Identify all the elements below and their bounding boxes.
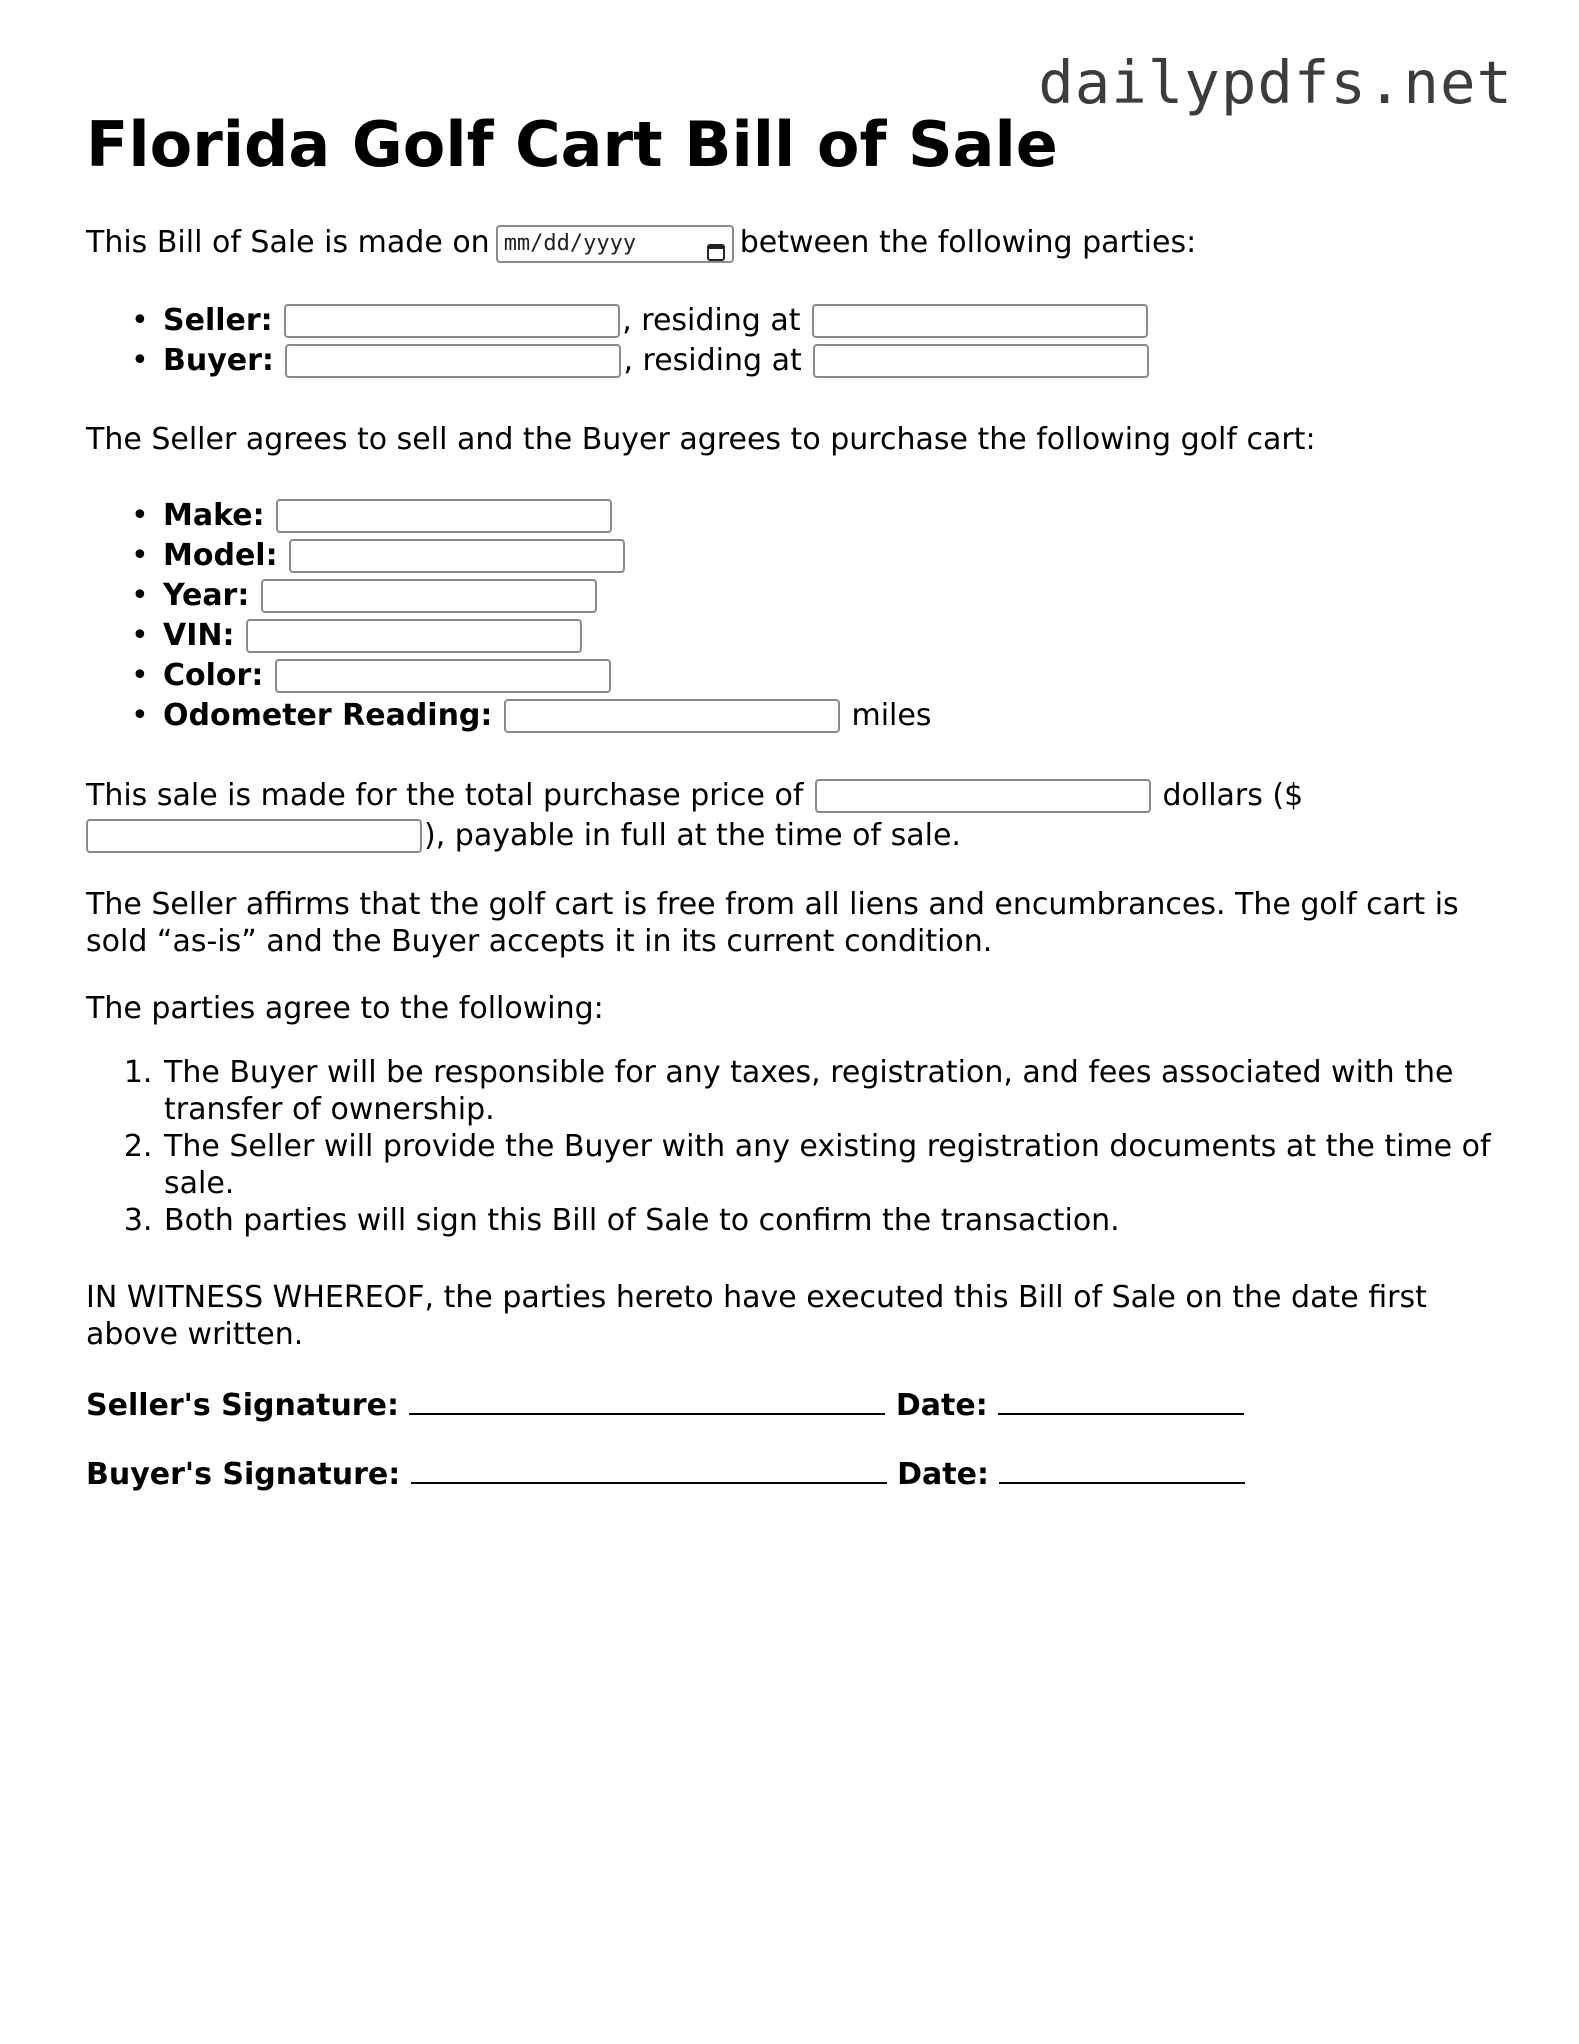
list-item-make (131, 496, 1506, 536)
calendar-icon[interactable] (706, 234, 726, 254)
color-label: Color: (163, 657, 264, 693)
parties-list (86, 301, 1506, 381)
document-page (86, 106, 1506, 1493)
odometer-input[interactable] (504, 699, 840, 733)
list-item-model (131, 536, 1506, 576)
cart-details-list (86, 496, 1506, 736)
buyer-label: Buyer: (163, 342, 274, 378)
seller-date-blank[interactable] (998, 1385, 1244, 1415)
witness-paragraph: IN WITNESS WHEREOF, the parties hereto have executed this Bill of Sale on the date first above written. (86, 1279, 1427, 1352)
buyer-date-blank[interactable] (999, 1454, 1245, 1484)
date-placeholder: mm/dd/yyyy (503, 231, 637, 256)
sale-date-input[interactable] (496, 225, 734, 263)
seller-address-input[interactable] (812, 304, 1148, 338)
price-amount-input[interactable] (86, 819, 422, 853)
buyer-signature-blank[interactable] (411, 1454, 887, 1484)
price-words-input[interactable] (815, 779, 1151, 813)
intro-before: This Bill of Sale is made on (86, 225, 490, 260)
intro-paragraph (86, 224, 1506, 263)
terms-list (86, 1054, 1506, 1239)
price-middle: dollars ($ (1162, 777, 1304, 813)
seller-residing-label: , residing at (622, 302, 801, 338)
term-item: 2. The Seller will provide the Buyer with any existing registration documents at the time of sale. (162, 1128, 1506, 1202)
color-input[interactable] (275, 659, 611, 693)
parties-agree-paragraph: The parties agree to the following: (86, 990, 604, 1026)
seller-signature-blank[interactable] (409, 1385, 885, 1415)
intro-after: between the following parties: (739, 225, 1197, 260)
buyer-name-input[interactable] (285, 344, 621, 378)
seller-signature-line (86, 1385, 1506, 1424)
price-after: ), payable in full at the time of sale. (424, 817, 961, 853)
seller-signature-label: Seller's Signature: (86, 1387, 399, 1423)
list-item-odometer (131, 696, 1506, 736)
list-item-color (131, 656, 1506, 696)
term-item: 3. Both parties will sign this Bill of Sale to confirm the transaction. (162, 1202, 1506, 1239)
agree-paragraph: The Seller agrees to sell and the Buyer agrees to purchase the following golf cart: (86, 421, 1316, 457)
list-item-buyer (131, 341, 1506, 381)
seller-date-label: Date: (895, 1387, 988, 1423)
odometer-label: Odometer Reading: (163, 697, 493, 733)
seller-label: Seller: (163, 302, 273, 338)
model-label: Model: (163, 537, 278, 573)
buyer-signature-label: Buyer's Signature: (86, 1456, 401, 1492)
page-title: Florida Golf Cart Bill of Sale (86, 108, 1058, 181)
price-paragraph (86, 776, 1506, 856)
buyer-address-input[interactable] (813, 344, 1149, 378)
seller-name-input[interactable] (284, 304, 620, 338)
list-item-vin (131, 616, 1506, 656)
make-input[interactable] (276, 499, 612, 533)
year-input[interactable] (261, 579, 597, 613)
vin-input[interactable] (246, 619, 582, 653)
year-label: Year: (163, 577, 250, 613)
buyer-residing-label: , residing at (623, 342, 802, 378)
buyer-signature-line (86, 1454, 1506, 1493)
buyer-date-label: Date: (897, 1456, 989, 1492)
price-before: This sale is made for the total purchase price of (86, 777, 804, 813)
make-label: Make: (163, 497, 265, 533)
watermark: dailypdfs.net (1038, 48, 1513, 117)
miles-label: miles (851, 697, 932, 733)
vin-label: VIN: (163, 617, 235, 653)
model-input[interactable] (289, 539, 625, 573)
term-item: 1. The Buyer will be responsible for any taxes, registration, and fees associated with the transfer of ownership. (162, 1054, 1506, 1128)
list-item-seller (131, 301, 1506, 341)
liens-paragraph: The Seller affirms that the golf cart is free from all liens and encumbrances. The golf cart is sold “as-is” and the Buyer accepts it in its current condition. (86, 886, 1459, 959)
list-item-year (131, 576, 1506, 616)
